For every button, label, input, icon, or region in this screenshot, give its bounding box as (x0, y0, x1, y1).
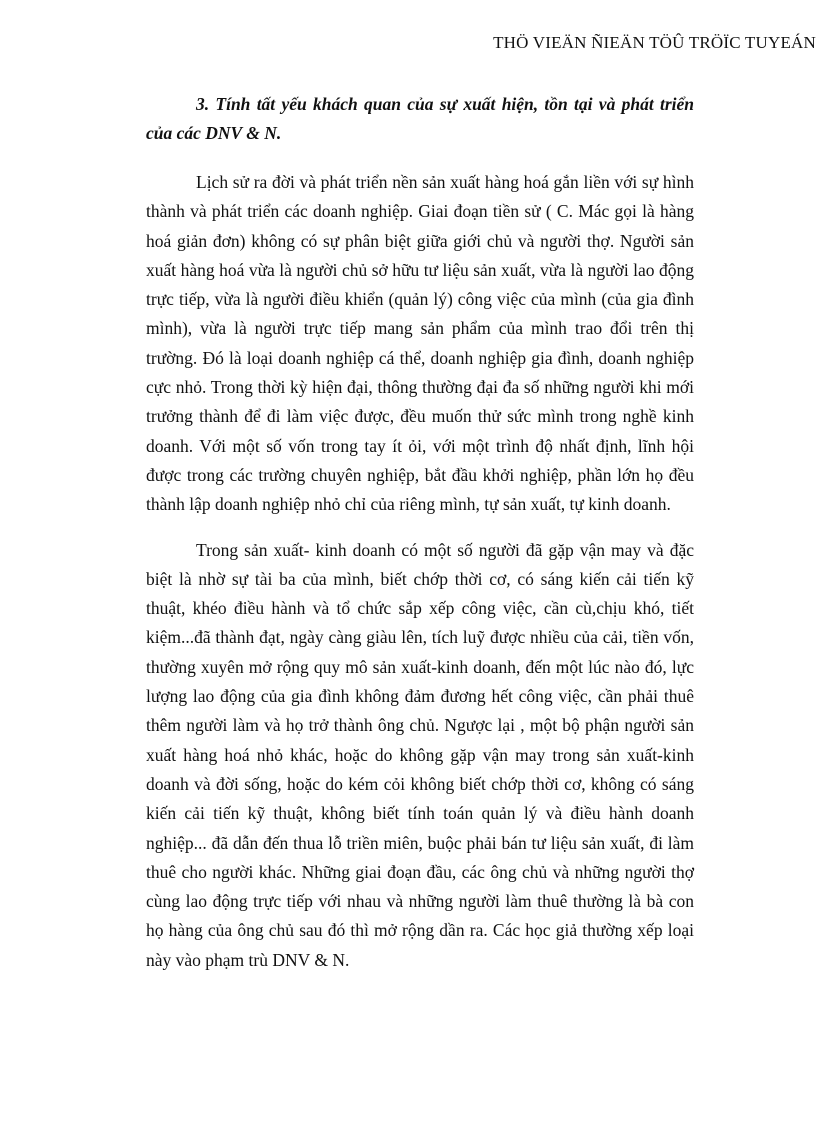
page-content (146, 90, 694, 991)
section-heading: 3. Tính tất yếu khách quan của sự xuất hiện, tồn tại và phát triển của các DNV & N. (146, 94, 694, 143)
paragraph-1: Lịch sử ra đời và phát triển nền sản xuất hàng hoá gắn liền với sự hình thành và phát triển các doanh nghiệp. Giai đoạn tiền sử ( C. Mác gọi là hàng hoá giản đơn) không có sự phân biệt giữa giới chủ và người thợ. Người sản xuất hàng hoá vừa là người chủ sở hữu tư liệu sản xuất, vừa là người lao động trực tiếp, vừa là người điều khiển (quản lý) công việc của mình (của gia đình mình), vừa là người trực tiếp mang sản phẩm của mình trao đổi trên thị trường. Đó là loại doanh nghiệp cá thể, doanh nghiệp gia đình, doanh nghiệp cực nhỏ. Trong thời kỳ hiện đại, thông thường đại đa số những người khi mới trưởng thành để đi làm việc được, đều muốn thử sức mình trong nghề kinh doanh. Với một số vốn trong tay ít ỏi, với một trình độ nhất định, lĩnh hội được trong các trường chuyên nghiệp, bắt đầu khởi nghiệp, phần lớn họ đều thành lập doanh nghiệp nhỏ chỉ của riêng mình, tự sản xuất, tự kinh doanh. (146, 172, 694, 515)
running-header: THÖ VIEÄN ÑIEÄN TÖÛ TRÖÏC TUYEÁN (493, 33, 816, 52)
paragraph-2: Trong sản xuất- kinh doanh có một số người đã gặp vận may và đặc biệt là nhờ sự tài ba của mình, biết chớp thời cơ, có sáng kiến cải tiến kỹ thuật, khéo điều hành và tổ chức sắp xếp công việc, cần cù,chịu khó, tiết kiệm...đã thành đạt, ngày càng giàu lên, tích luỹ được nhiều của cải, tiền vốn, thường xuyên mở rộng quy mô sản xuất-kinh doanh, đến một lúc nào đó, lực lượng lao động của gia đình không đảm đương hết công việc, cần phải thuê thêm người làm và họ trở thành ông chủ. Ngược lại , một bộ phận người sản xuất hàng hoá nhỏ khác, hoặc do không gặp vận may trong sản xuất-kinh doanh và đời sống, hoặc do kém cỏi không biết chớp thời cơ, không có sáng kiến cải tiến kỹ thuật, không biết tính toán quản lý và điều hành doanh nghiệp... đã dẫn đến thua lỗ triền miên, buộc phải bán tư liệu sản xuất, đi làm thuê cho người khác. Những giai đoạn đầu, các ông chủ và những người thợ cùng lao động trực tiếp với nhau và những người làm thuê thường là bà con họ hàng của ông chủ sau đó thì mở rộng dần ra. Các học giả thường xếp loại này vào phạm trù DNV & N. (146, 539, 694, 970)
